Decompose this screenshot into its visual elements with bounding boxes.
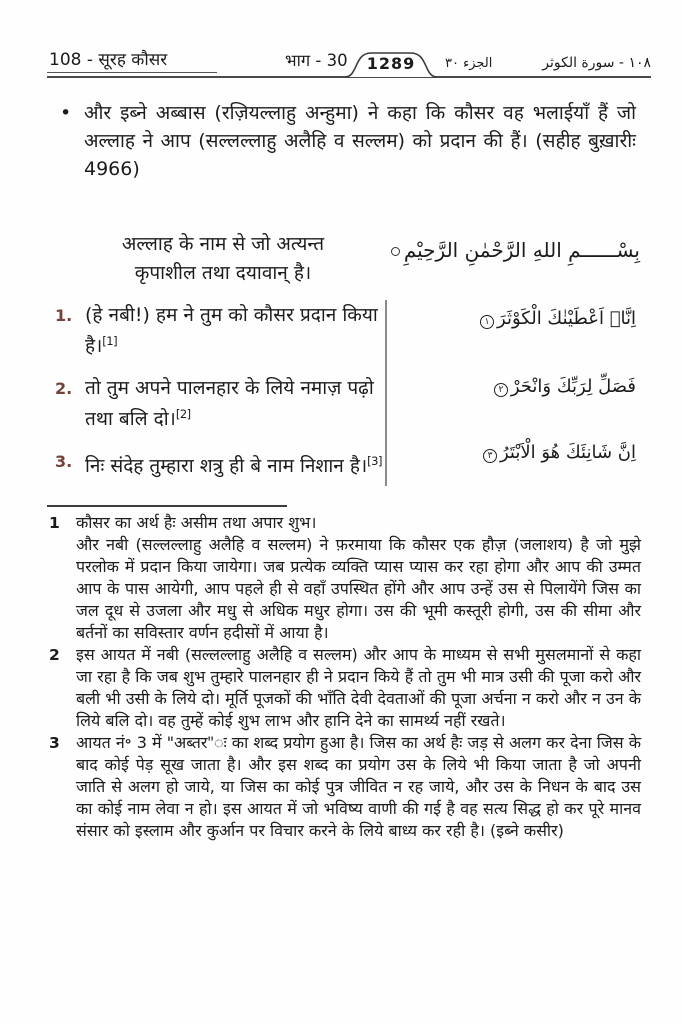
verses-hindi-column: [55, 302, 385, 495]
verse-3-text: निः संदेह तुम्हारा शत्रु ही बे नाम निशान है।: [85, 455, 368, 477]
header-part-label: भाग - 30: [285, 51, 348, 70]
ayah-mark-3: ٣: [483, 449, 497, 463]
footnote-2-number: 2: [49, 646, 60, 664]
verse-3-arabic: [480, 442, 636, 463]
footnote-ref-2: [2]: [175, 407, 191, 421]
verse-3-hindi: [55, 448, 385, 479]
footnote-ref-1: [1]: [102, 334, 118, 348]
footnote-3-para1: आयत नं॰ 3 में "अब्तर"ः का शब्द प्रयोग हुआ है। जिस का अर्थ हैः जड़ से अलग कर देना जिस के बाद कोई पेड़ सूख जाता है। और इस शब्द का प्रयोग उस के लिये भी किया जाता है जो अपनी जाति से अलग हो जाये, या जिस का कोई पुत्र जीवित न रह जाये, और उस के निधन के बाद उस का कोई नाम लेवा न हो। इस आयत में जो भविष्य वाणी की गई है वह सत्य सिद्ध हो कर पूरे मानव संसार को इस्लाम और कुर्आन पर विचार करने के लिये बाध्य कर रही है। (इब्ने कसीर): [76, 733, 641, 840]
ayah-mark-2: ٢: [494, 383, 508, 397]
basmala-hindi-translation: [78, 230, 368, 288]
verse-2-arabic-text: فَصَلِّ لِرَبِّكَ وَانْحَرْ: [510, 376, 636, 397]
basmala-hindi-line1: अल्लाह के नाम से जो अत्यन्त: [121, 233, 325, 255]
column-divider: [385, 300, 387, 486]
footnote-3-number: 3: [49, 734, 60, 752]
basmala-arabic-text: بِسْــــــمِ اللهِ الرَّحْمٰنِ الرَّحِيْمِ: [403, 238, 640, 262]
verse-1-hindi: [55, 302, 385, 359]
header-surah-title-arabic: ١٠٨ - سورة الكوثر: [542, 55, 651, 71]
ayah-end-ring-icon: [391, 247, 400, 256]
verse-3-number: 3.: [55, 452, 73, 471]
footnote-1-number: 1: [49, 514, 60, 532]
footnotes-section: [47, 512, 641, 842]
footnote-1: [47, 512, 641, 644]
page-number: 1289: [366, 54, 416, 73]
verse-3-arabic-text: اِنَّ شَانِئَكَ هُوَ الْاَبْتَرُ: [500, 442, 636, 463]
verse-1-text: (हे नबी!) हम ने तुम को कौसर प्रदान किया है।: [85, 304, 378, 357]
bullet-icon: •: [60, 102, 72, 124]
page-number-cartouche: [345, 50, 437, 78]
verse-2-number: 2.: [55, 379, 73, 398]
ayah-mark-1: ١: [480, 315, 494, 329]
footnote-2: [47, 644, 641, 732]
verses-arabic-column: [392, 302, 640, 492]
verse-2-arabic: [491, 376, 636, 397]
page-header: [47, 48, 651, 78]
footnote-2-para1: इस आयत में नबी (सल्लल्लाहु अलैहि व सल्लम) और आप के माध्यम से सभी मुसलमानों से कहा जा रहा है कि जब शुभ तुम्हारे पालनहार ही ने प्रदान किये हैं तो तुम भी मात्र उसी की पूजा करो और बली भी उसी के लिये दो। मूर्ति पूजकों की भाँति देवी देवताओं की पूजा अर्चना न करो और न उन के लिये बलि दो। वह तुम्हें कोई शुभ लाभ और हानि देने का सामर्थ्य नहीं रखते।: [76, 645, 641, 730]
footnote-1-para1: कौसर का अर्थ हैः असीम तथा अपार शुभ।: [76, 513, 317, 532]
verse-2-hindi: [55, 375, 385, 432]
footnote-ref-3: [3]: [367, 454, 382, 468]
header-surah-title-hindi: 108 - सूरह कौसर: [47, 47, 217, 73]
intro-hadith-note: [60, 99, 636, 183]
verse-2-text: तो तुम अपने पालनहार के लिये नमाज़ पढ़ो तथा बलि दो।: [85, 377, 374, 430]
footnote-separator: [47, 505, 287, 507]
footnote-3: [47, 732, 641, 842]
verse-1-arabic: [477, 308, 636, 329]
intro-hadith-text: और इब्ने अब्बास (रज़ियल्लाहु अन्हुमा) ने कहा कि कौसर वह भलाईयाँ हैं जो अल्लाह ने आप (सल्लल्लाहु अलैहि व सल्लम) को प्रदान की हैं। (सहीह बुख़ारीः 4966): [84, 102, 636, 180]
header-juz-arabic: الجزء ٣٠: [445, 56, 493, 71]
verse-1-arabic-text: اِنَّاۤ اَعْطَيْنٰكَ الْكَوْثَرَ: [497, 308, 636, 329]
basmala-hindi-line2: कृपाशील तथा दयावान् है।: [134, 262, 312, 284]
verse-1-number: 1.: [55, 306, 73, 325]
footnote-1-para2: और नबी (सल्लल्लाहु अलैहि व सल्लम) ने फ़रमाया कि कौसर एक हौज़ (जलाशय) है जो मुझे परलोक में प्रदान किया जायेगा। जब प्रत्येक व्यक्ति प्यास प्यास कर रहा होगा और आप की उम्मत आप के पास आयेगी, आप पहले ही से वहाँ उपस्थित होंगे और आप उन्हें उस से पिलायेंगे जिस का जल दूध से उजला और मधु से अधिक मधुर होगा। उस की भूमी कस्तूरी होगी, उस की सीमा और बर्तनों का सविस्तार वर्णन हदीसों में आया है।: [76, 535, 641, 642]
basmala-arabic: [392, 238, 640, 262]
